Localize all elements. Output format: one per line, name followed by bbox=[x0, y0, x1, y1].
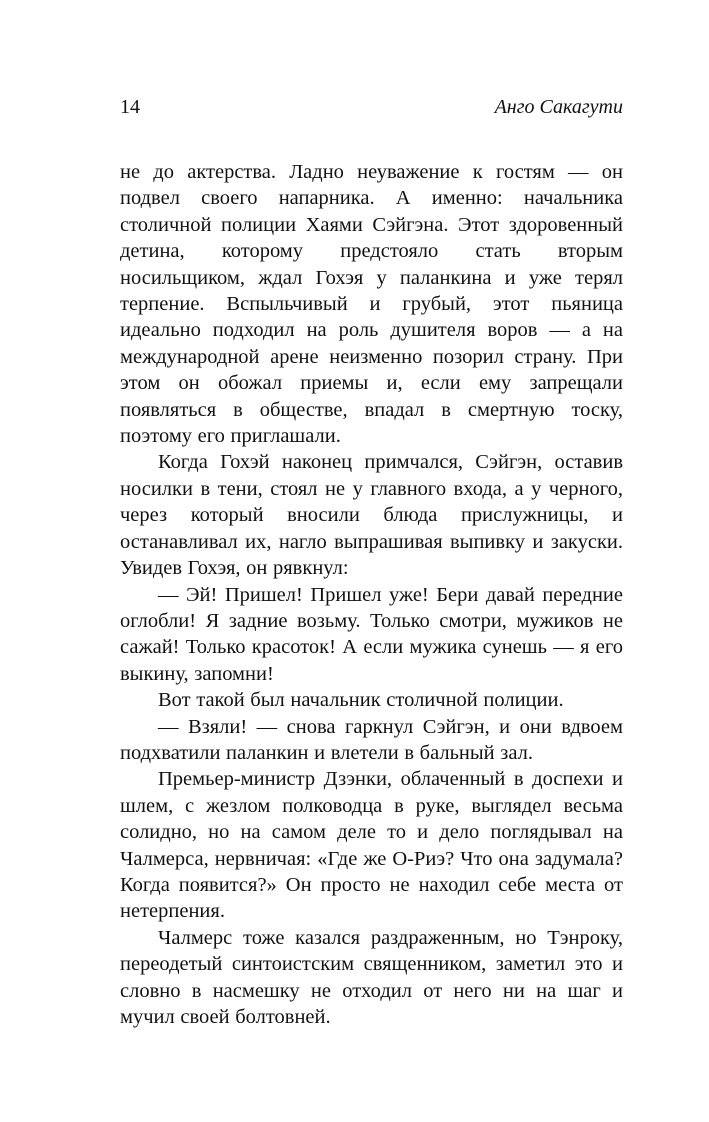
paragraph: Вот такой был начальник столичной полиции. bbox=[158, 689, 564, 712]
paragraph: Когда Гохэй наконец примчался, Сэйгэн, оставив носилки в тени, стоял не у главного входа, а у черного, через который вносили блюда прислужницы, и останавливал их, нагло выпрашивая выпивку и закуски. Увидев Гохэя, он рявкнул: bbox=[120, 451, 623, 580]
paragraph: не до актерства. Ладно неуважение к гостям — он подвел своего напарника. А именно: начальника столичной полиции Хаями Сэйгэна. Этот здоровенный детина, которому предстояло стать вторым носильщиком, ждал Гохэя у паланкина и уже терял терпение. Вспыльчивый и грубый, этот пьяница идеально подходил на роль душителя воров — а на международной арене неизменно позорил страну. При этом он обожал приемы и, если ему запрещали появляться в обществе, впадал в смертную тоску, поэтому его приглашали. bbox=[120, 161, 623, 448]
body-text bbox=[120, 159, 623, 1030]
paragraph-dialogue: — Взяли! — снова гаркнул Сэйгэн, и они вдвоем подхватили паланкин и влетели в бальный зал. bbox=[120, 715, 623, 764]
paragraph: Премьер-министр Дзэнки, облаченный в доспехи и шлем, с жезлом полководца в руке, выглядел весьма солидно, но на самом деле то и дело поглядывал на Чалмерса, нервничая: «Где же О-Риэ? Что она задумала? Когда появится?» Он просто не находил себе места от нетерпения. bbox=[120, 768, 623, 923]
paragraph-dialogue: — Эй! Пришел! Пришел уже! Бери давай передние оглобли! Я задние возьму. Только смотри, мужиков не сажай! Только красоток! А если мужика сунешь — я его выкину, запомни! bbox=[120, 583, 623, 685]
running-title-author: Анго Сакагути bbox=[494, 96, 623, 118]
page-number: 14 bbox=[120, 96, 140, 118]
paragraph: Чалмерс тоже казался раздраженным, но Тэнроку, переодетый синтоистским священником, заметил это и словно в насмешку не отходил от него ни на шаг и мучил своей болтовней. bbox=[120, 926, 623, 1028]
running-head bbox=[120, 95, 623, 119]
